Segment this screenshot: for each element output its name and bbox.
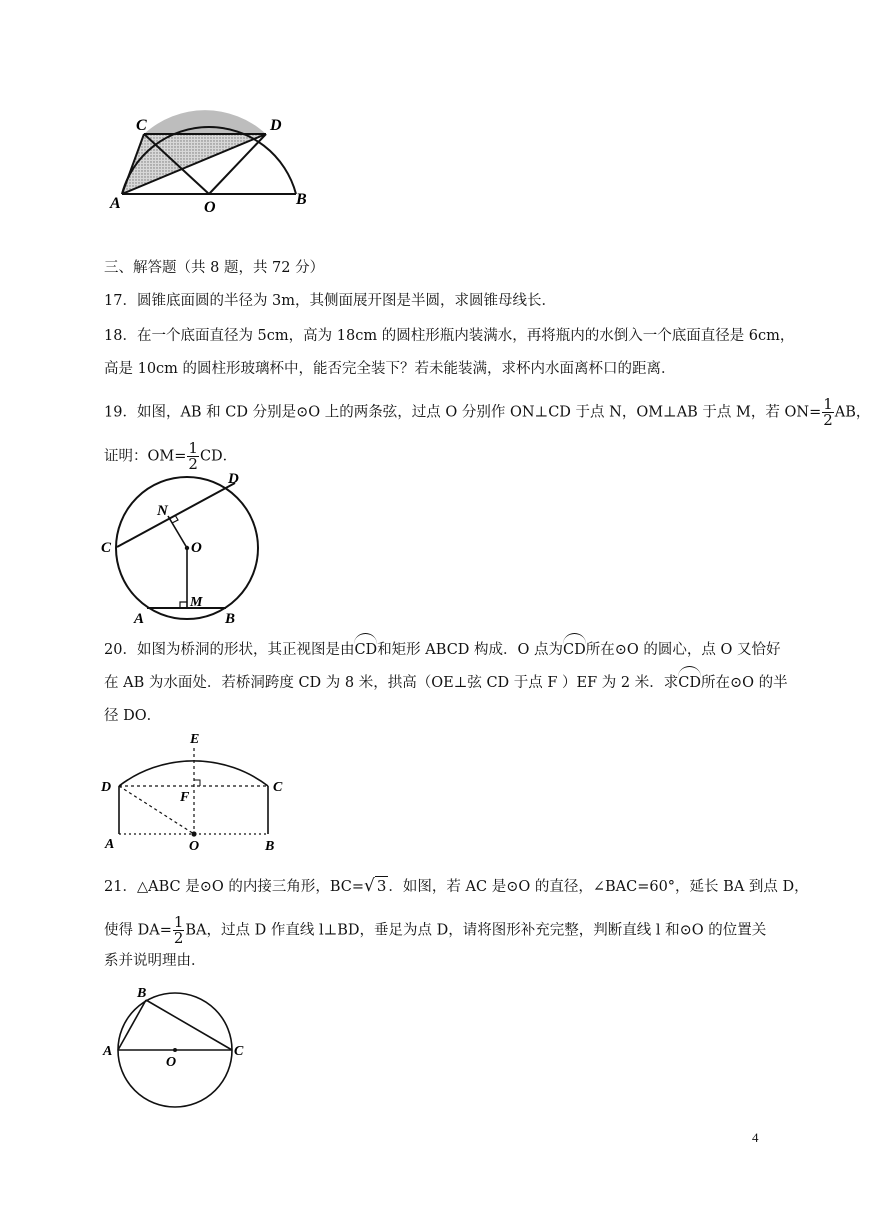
chord-CD xyxy=(117,483,235,547)
label-C: C xyxy=(273,780,283,795)
center-dot xyxy=(173,1048,177,1052)
question-20-line2: 在 AB 为水面处．若桥洞跨度 CD 为 8 米，拱高（OE⊥弦 CD 于点 F ）EF 为 2 米．求CD所在⊙O 的半 xyxy=(104,675,788,691)
label-D: D xyxy=(228,471,239,487)
side-AB xyxy=(118,1000,146,1050)
label-B: B xyxy=(265,839,275,854)
label-F: F xyxy=(180,790,190,805)
right-angle-F xyxy=(194,780,200,786)
question-20-line1: 20．如图为桥洞的形状，其正视图是由CD和矩形 ABCD 构成．O 点为CD所在⊙O 的圆心，点 O 又恰好 xyxy=(104,642,781,658)
label-C: C xyxy=(136,117,147,134)
label-B: B xyxy=(225,611,236,627)
arc-CD: CD xyxy=(678,675,701,691)
center-dot xyxy=(191,831,196,836)
label-N: N xyxy=(157,503,168,519)
label-E: E xyxy=(190,732,200,747)
label-M: M xyxy=(190,595,203,610)
circle-chords-figure xyxy=(100,470,270,626)
label-B: B xyxy=(137,986,147,1001)
fraction-half: $\frac{1}{2}$ xyxy=(188,439,198,473)
label-O: O xyxy=(166,1055,177,1070)
question-21-line1: 21．△ABC 是⊙O 的内接三角形，BC=√ 3 ．如图，若 AC 是⊙O 的直径，∠BAC=60°，延长 BA 到点 D， xyxy=(104,876,809,896)
question-19-line1 xyxy=(104,397,870,428)
arc-CD: CD xyxy=(354,642,378,658)
label-A: A xyxy=(134,611,145,627)
q19-text-b: AB， xyxy=(834,404,870,421)
shaded-segment xyxy=(144,110,266,134)
label-C: C xyxy=(101,540,112,556)
label-A: A xyxy=(105,837,115,852)
label-A: A xyxy=(103,1044,113,1059)
label-D: D xyxy=(101,780,112,795)
bridge-arch-figure xyxy=(100,728,295,853)
arc-CD: CD xyxy=(563,642,586,658)
question-18-line1: 18．在一个底面直径为 5cm，高为 18cm 的圆柱形瓶内装满水，再将瓶内的水倒入一个底面直径是 6cm， xyxy=(104,328,795,344)
question-18-line2: 高是 10cm 的圆柱形玻璃杯中，能否完全装下？若未能装满，求杯内水面离杯口的距离． xyxy=(104,361,676,377)
q19-text-a: 19．如图，AB 和 CD 分别是⊙O 上的两条弦，过点 O 分别作 ON⊥CD 于点 N，OM⊥AB 于点 M，若 ON= xyxy=(104,404,822,421)
sqrt-3: √ 3 xyxy=(364,876,387,896)
question-17: 17．圆锥底面圆的半径为 3m，其侧面展开图是半圆，求圆锥母线长． xyxy=(104,293,557,309)
label-O: O xyxy=(189,839,200,854)
label-D: D xyxy=(270,117,282,134)
fraction-half: $\frac{1}{2}$ xyxy=(173,913,184,947)
q19-text-d: CD． xyxy=(199,448,238,465)
label-B: B xyxy=(296,191,307,208)
question-21-line3: 系并说明理由． xyxy=(104,953,206,969)
page-number: 4 xyxy=(752,1130,759,1145)
section-heading: 三、解答题（共 8 题，共 72 分） xyxy=(104,260,325,276)
label-O: O xyxy=(204,199,216,216)
semicircle-figure xyxy=(108,104,318,216)
center-dot xyxy=(185,546,189,550)
label-O: O xyxy=(191,540,202,556)
side-BC xyxy=(146,1000,232,1050)
question-20-line3: 径 DO． xyxy=(104,708,162,724)
question-21-line2: 使得 DA= $\frac{1}{2}$ BA，过点 D 作直线 l⊥BD，垂足为点 D，请将图形补充完整，判断直线 l 和⊙O 的位置关 xyxy=(104,913,767,947)
fraction-half: $\frac{1}{2}$ xyxy=(823,395,833,429)
q19-text-c: 证明：OM= xyxy=(104,448,187,465)
question-19-line2 xyxy=(104,441,237,472)
inscribed-triangle-figure xyxy=(100,980,260,1115)
label-C: C xyxy=(234,1044,244,1059)
label-A: A xyxy=(110,195,121,212)
